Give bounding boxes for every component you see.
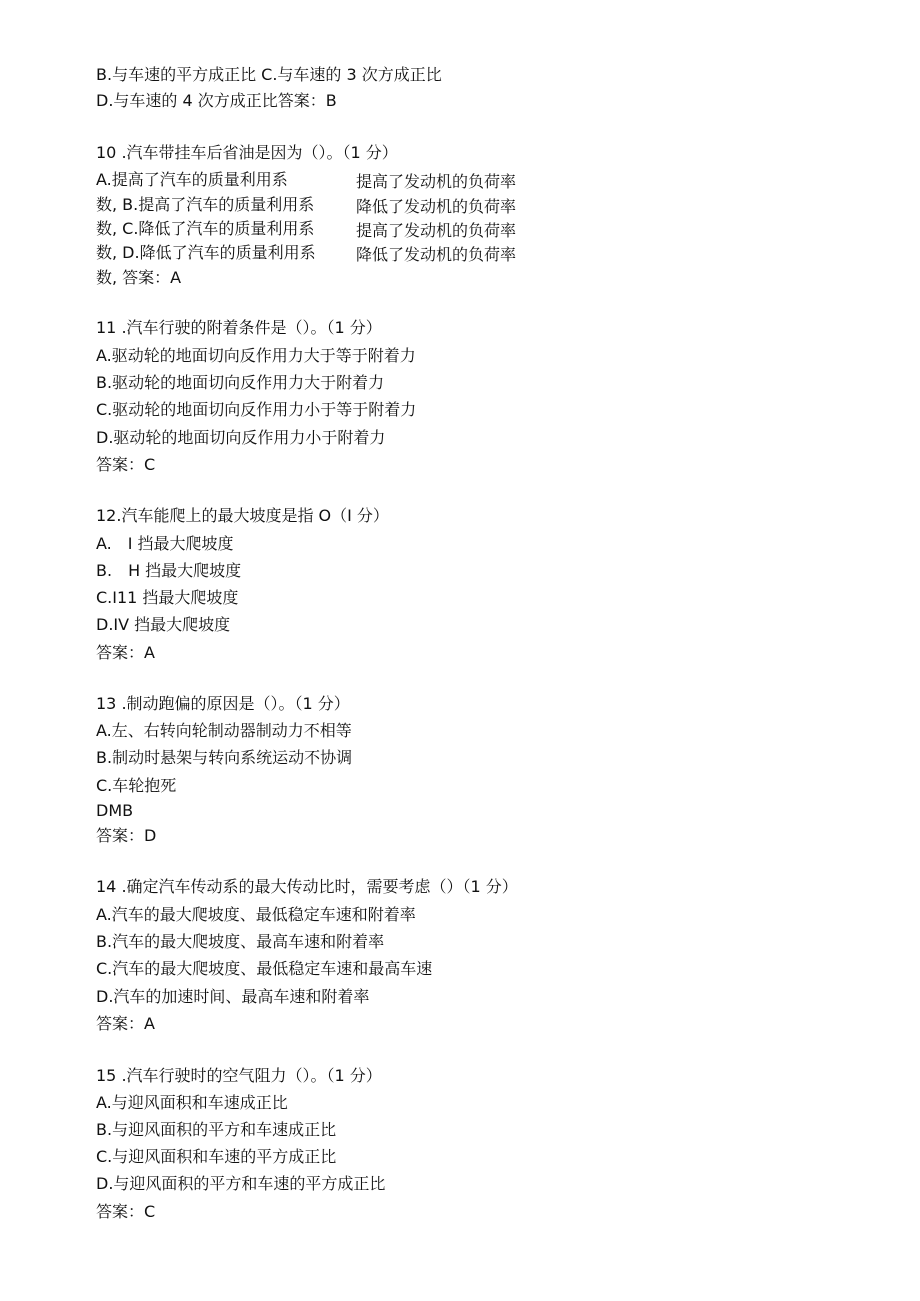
q11-title: 11 .汽车行驶的附着条件是（）。（1 分） [96,318,382,337]
q13-option-a: A.左、右转向轮制动器制动力不相等 [96,721,352,740]
q12-option-d: D.IV 挡最大爬坡度 [96,615,231,634]
q15-option-c: C.与迎风面积和车速的平方成正比 [96,1147,337,1166]
q10-right-line-3: 提高了发动机的负荷率 [356,221,517,240]
q13-option-b: B.制动时悬架与转向系统运动不协调 [96,748,353,767]
q13-title: 13 .制动跑偏的原因是（）。（1 分） [96,694,350,713]
q11-option-d: D.驱动轮的地面切向反作用力小于附着力 [96,428,386,447]
q14-answer: 答案：A [96,1014,155,1033]
q10-answer: 数, 答案：A [96,268,182,287]
q12-option-b: B. H 挡最大爬坡度 [96,561,242,580]
q13-option-d: DMB [96,801,134,820]
q11-option-a: A.驱动轮的地面切向反作用力大于等于附着力 [96,346,416,365]
q15-option-b: B.与迎风面积的平方和车速成正比 [96,1120,337,1139]
q15-option-a: A.与迎风面积和车速成正比 [96,1093,288,1112]
q10-title: 10 .汽车带挂车后省油是因为（）。（1 分） [96,143,398,162]
q14-option-c: C.汽车的最大爬坡度、最低稳定车速和最高车速 [96,959,433,978]
q12-title: 12.汽车能爬上的最大坡度是指 O（I 分） [96,506,389,525]
q10-left-line-1: A.提高了汽车的质量利用系 [96,170,288,189]
q12-option-c: C.I11 挡最大爬坡度 [96,588,239,607]
q15-title: 15 .汽车行驶时的空气阻力（）。（1 分） [96,1066,382,1085]
q14-option-d: D.汽车的加速时间、最高车速和附着率 [96,987,370,1006]
q10-left-line-3: 数, C.降低了汽车的质量利用系 [96,219,315,238]
q14-option-b: B.汽车的最大爬坡度、最高车速和附着率 [96,932,385,951]
q12-option-a: A. I 挡最大爬坡度 [96,534,234,553]
q10-right-line-1: 提高了发动机的负荷率 [356,172,517,191]
q11-answer: 答案：C [96,455,156,474]
q9-options-line: B.与车速的平方成正比 C.与车速的 3 次方成正比 [96,65,442,84]
q14-option-a: A.汽车的最大爬坡度、最低稳定车速和附着率 [96,905,416,924]
q13-answer: 答案：D [96,826,157,845]
q10-left-line-4: 数, D.降低了汽车的质量利用系 [96,243,316,262]
q9-answer-line: D.与车速的 4 次方成正比答案：B [96,91,337,110]
q10-left-line-2: 数, B.提高了汽车的质量利用系 [96,195,315,214]
q15-answer: 答案：C [96,1202,156,1221]
q14-title: 14 .确定汽车传动系的最大传动比时，需要考虑（）（1 分） [96,877,518,896]
q13-option-c: C.车轮抱死 [96,776,177,795]
q12-answer: 答案：A [96,643,155,662]
q10-right-line-2: 降低了发动机的负荷率 [356,197,517,216]
q11-option-b: B.驱动轮的地面切向反作用力大于附着力 [96,373,385,392]
q10-right-line-4: 降低了发动机的负荷率 [356,245,517,264]
q15-option-d: D.与迎风面积的平方和车速的平方成正比 [96,1174,386,1193]
q11-option-c: C.驱动轮的地面切向反作用力小于等于附着力 [96,400,417,419]
